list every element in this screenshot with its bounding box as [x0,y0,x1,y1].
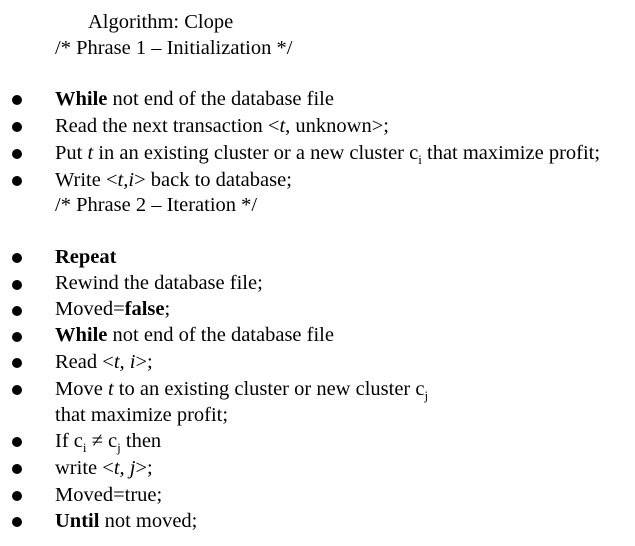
line-text: write < [55,457,114,479]
line-text: not end of the database file [107,88,334,110]
keyword-while: While [55,324,108,346]
bullet-icon [12,517,22,527]
line-text: Write < [55,169,118,191]
phase1-put-line [55,140,600,166]
phase2-moved-false-line [55,296,170,322]
line-text: If c [55,430,83,452]
line-text: Read < [55,351,114,373]
line-text: Moved= [55,298,125,320]
bullet-icon [12,95,22,105]
bullet-icon [12,385,22,395]
keyword-false: false [124,298,165,320]
line-text: > back to database; [134,169,292,191]
line-text: ≠ c [86,430,118,452]
subscript-i: i [82,440,87,455]
phase2-write-line [55,455,153,481]
phase2-while-line [55,322,334,348]
var-t: t [279,115,286,137]
bullet-icon [12,464,22,474]
phase2-rewind-line: Rewind the database file; [55,272,263,294]
line-text: then [120,430,162,452]
phase2-comment: /* Phrase 2 – Iteration */ [55,194,258,216]
line-text: Put [55,142,88,164]
line-text: to an existing cluster or new cluster c [113,378,425,400]
phase2-until-line [55,508,197,534]
line-text: not moved; [99,510,198,532]
phase2-moved-true-line: Moved=true; [55,484,163,506]
bullet-icon [12,437,22,447]
phase2-repeat-line [55,244,116,270]
bullet-icon [12,491,22,501]
phase1-comment: /* Phrase 1 – Initialization */ [55,37,293,59]
line-text: not end of the database file [107,324,334,346]
phase2-move-line [55,376,428,402]
bullet-icon [12,332,22,342]
keyword-until: Until [55,510,100,532]
var-ti: t,i [117,169,135,191]
algorithm-title: Algorithm: Clope [88,11,234,33]
bullet-icon [12,122,22,132]
line-text: , unknown>; [285,115,389,137]
keyword-while: While [55,88,108,110]
var-ti: t, i [113,351,136,373]
line-text: >; [135,457,153,479]
subscript-j: j [424,388,429,403]
subscript-i: i [418,152,422,167]
phase1-read-line [55,113,389,139]
line-text: >; [135,351,153,373]
bullet-icon [12,176,22,186]
bullet-icon [12,280,22,290]
line-text: Read the next transaction < [55,115,280,137]
bullet-icon [12,253,22,263]
subscript-j: j [117,440,121,455]
line-text: that maximize profit; [421,142,601,164]
bullet-icon [12,306,22,316]
phase2-move-line-continued: that maximize profit; [55,404,229,426]
phase1-while-line [55,86,334,112]
var-t: t [87,142,94,164]
keyword-repeat: Repeat [55,246,117,268]
bullet-icon [12,149,22,159]
phase2-read-line [55,349,153,375]
bullet-icon [12,358,22,368]
phase1-write-line [55,167,292,193]
phase2-if-line [55,428,161,454]
line-text: Move [55,378,108,400]
var-tj: t, j [113,457,136,479]
line-text: ; [164,298,171,320]
line-text: in an existing cluster or a new cluster c [93,142,419,164]
var-t: t [107,378,114,400]
